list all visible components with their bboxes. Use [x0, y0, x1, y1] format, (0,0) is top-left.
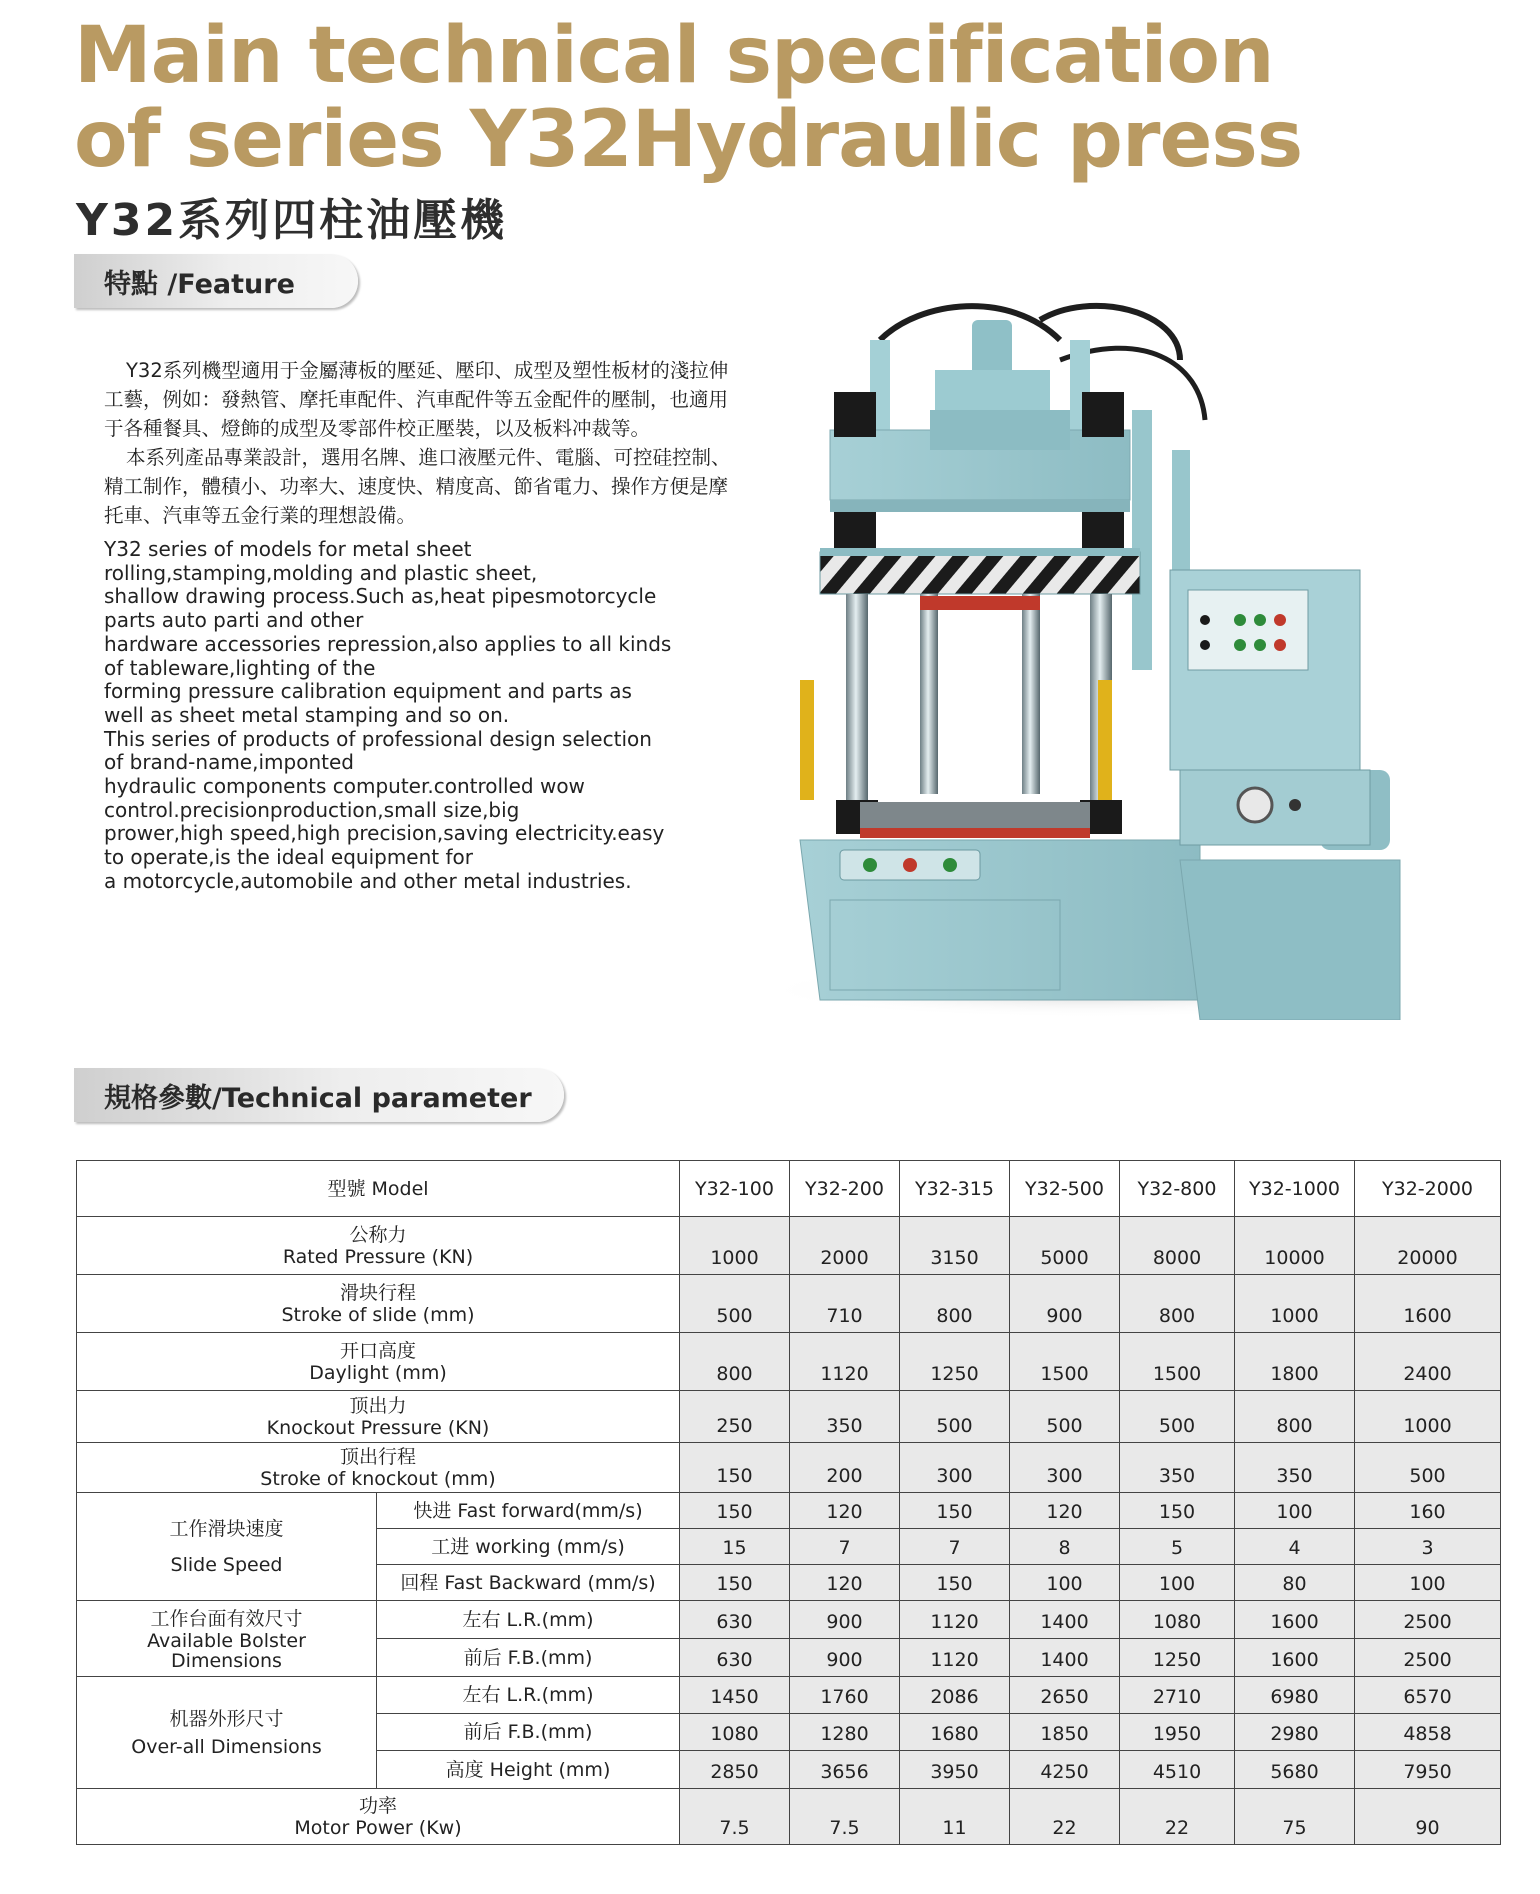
rated-pressure-row [77, 1217, 1501, 1275]
model-header: Y32-800 [1120, 1161, 1235, 1217]
table-cell: 630 [680, 1639, 790, 1677]
table-cell: 22 [1010, 1789, 1120, 1845]
row-label-cn: 顶出力 [349, 1394, 407, 1417]
slide-speed-label-en: Slide Speed [170, 1553, 283, 1576]
table-cell: 500 [900, 1391, 1010, 1443]
table-cell: 800 [1235, 1391, 1355, 1443]
table-cell: 1850 [1010, 1714, 1120, 1751]
table-cell: 250 [680, 1391, 790, 1443]
table-cell: 150 [680, 1493, 790, 1529]
table-cell: 100 [1120, 1565, 1235, 1601]
row-label-cn: 功率 [358, 1794, 397, 1817]
table-cell: 6570 [1355, 1677, 1501, 1714]
table-cell: 3 [1355, 1529, 1501, 1565]
chinese-subtitle: Y32系列四柱油壓機 [76, 195, 508, 246]
table-cell: 150 [900, 1493, 1010, 1529]
table-cell: 75 [1235, 1789, 1355, 1845]
table-cell: 2000 [790, 1217, 900, 1275]
sub-label: 高度 Height (mm) [377, 1751, 680, 1789]
table-cell: 300 [1010, 1443, 1120, 1493]
table-cell: 7 [790, 1529, 900, 1565]
overall-lr-row [77, 1677, 1501, 1714]
table-cell: 7950 [1355, 1751, 1501, 1789]
table-cell: 150 [680, 1565, 790, 1601]
table-cell: 2500 [1355, 1601, 1501, 1639]
overall-dimensions-label [77, 1677, 377, 1789]
table-cell: 500 [1120, 1391, 1235, 1443]
table-cell: 1000 [680, 1217, 790, 1275]
table-cell: 1400 [1010, 1639, 1120, 1677]
table-cell: 800 [1120, 1275, 1235, 1333]
table-cell: 10000 [1235, 1217, 1355, 1275]
row-label-en: Motor Power (Kw) [294, 1816, 462, 1839]
table-cell: 6980 [1235, 1677, 1355, 1714]
table-cell: 1120 [900, 1639, 1010, 1677]
row-label [77, 1391, 680, 1443]
table-cell: 300 [900, 1443, 1010, 1493]
table-cell: 15 [680, 1529, 790, 1565]
motor-power-row [77, 1789, 1501, 1845]
row-label-en: Daylight (mm) [309, 1361, 447, 1384]
table-cell: 1600 [1235, 1639, 1355, 1677]
stroke-of-slide-row [77, 1275, 1501, 1333]
table-cell: 4858 [1355, 1714, 1501, 1751]
table-cell: 800 [680, 1333, 790, 1391]
model-header: Y32-100 [680, 1161, 790, 1217]
model-row [77, 1161, 1501, 1217]
table-cell: 900 [1010, 1275, 1120, 1333]
sub-label: 快进 Fast forward(mm/s) [377, 1493, 680, 1529]
feature-chinese-text [104, 356, 744, 530]
table-cell: 3150 [900, 1217, 1010, 1275]
table-cell: 3656 [790, 1751, 900, 1789]
table-cell: 100 [1010, 1565, 1120, 1601]
table-cell: 2850 [680, 1751, 790, 1789]
table-cell: 710 [790, 1275, 900, 1333]
table-cell: 7.5 [680, 1789, 790, 1845]
model-header: Y32-1000 [1235, 1161, 1355, 1217]
row-label-en: Knockout Pressure (KN) [266, 1416, 490, 1439]
row-label-cn: 开口高度 [339, 1339, 416, 1362]
row-label-cn: 顶出行程 [339, 1445, 416, 1468]
main-title-line-2: of series Y32Hydraulic press [74, 95, 1303, 185]
row-label-cn: 滑块行程 [339, 1281, 416, 1304]
technical-parameter-heading: 規格參數/Technical parameter [104, 1082, 532, 1114]
table-cell: 1500 [1010, 1333, 1120, 1391]
table-cell: 22 [1120, 1789, 1235, 1845]
table-cell: 200 [790, 1443, 900, 1493]
table-cell: 350 [790, 1391, 900, 1443]
table-cell: 20000 [1355, 1217, 1501, 1275]
table-cell: 1120 [790, 1333, 900, 1391]
table-cell: 1450 [680, 1677, 790, 1714]
table-cell: 120 [790, 1493, 900, 1529]
table-cell: 160 [1355, 1493, 1501, 1529]
overall-label-en: Over-all Dimensions [131, 1735, 322, 1758]
table-cell: 8 [1010, 1529, 1120, 1565]
model-header: Y32-315 [900, 1161, 1010, 1217]
row-label-cn: 公称力 [349, 1223, 407, 1246]
feature-english-text: Y32 series of models for metal sheet rolling,stamping,molding and plastic sheet, shallow drawing process.Such as,heat pipesmotorcycle parts auto parti and other hardware accessories repression,also applies to all kinds of tableware,lighting of the forming pressure calibration equipment and parts as well as sheet metal stamping and so on. This series of products of professional design selection of brand-name,imponted hydraulic components computer.controlled wow control.precisionproduction,small size,big prower,high speed,high precision,saving electricity.easy to operate,is the ideal equipment for a motorcycle,automobile and other metal industries. [104, 537, 672, 893]
table-cell: 900 [790, 1639, 900, 1677]
table-cell: 80 [1235, 1565, 1355, 1601]
feature-cn-paragraph-2: 本系列產品專業設計，選用名牌、進口液壓元件、電腦、可控硅控制、精工制作，體積小、功率大、速度快、精度高、節省電力、操作方便是摩托車、汽車等五金行業的理想設備。 [104, 446, 731, 527]
table-cell: 500 [1010, 1391, 1120, 1443]
slide-speed-label [77, 1493, 377, 1601]
row-label-en: Stroke of knockout (mm) [260, 1467, 496, 1490]
table-cell: 7.5 [790, 1789, 900, 1845]
sub-label: 左右 L.R.(mm) [377, 1601, 680, 1639]
table-cell: 2400 [1355, 1333, 1501, 1391]
table-cell: 1400 [1010, 1601, 1120, 1639]
table-cell: 1950 [1120, 1714, 1235, 1751]
table-cell: 1500 [1120, 1333, 1235, 1391]
row-label [77, 1217, 680, 1275]
row-label-en: Stroke of slide (mm) [281, 1303, 475, 1326]
table-cell: 100 [1235, 1493, 1355, 1529]
bolster-label-en-1: Available Bolster [147, 1629, 306, 1652]
slide-speed-label-cn: 工作滑块速度 [169, 1517, 284, 1540]
hydraulic-press-image [760, 300, 1440, 1020]
fast-forward-row [77, 1493, 1501, 1529]
table-cell: 5 [1120, 1529, 1235, 1565]
table-cell: 500 [680, 1275, 790, 1333]
table-cell: 1760 [790, 1677, 900, 1714]
sub-label: 前后 F.B.(mm) [377, 1714, 680, 1751]
bolster-label-cn: 工作台面有效尺寸 [150, 1607, 303, 1630]
row-label [77, 1443, 680, 1493]
table-cell: 90 [1355, 1789, 1501, 1845]
bolster-label-en-2: Dimensions [171, 1649, 282, 1672]
table-cell: 350 [1120, 1443, 1235, 1493]
table-cell: 2086 [900, 1677, 1010, 1714]
table-cell: 4510 [1120, 1751, 1235, 1789]
table-cell: 1800 [1235, 1333, 1355, 1391]
feature-cn-paragraph-1: Y32系列機型適用于金屬薄板的壓延、壓印、成型及塑性板材的淺拉伸工藝，例如：發熱管、摩托車配件、汽車配件等五金配件的壓制，也適用于各種餐具、燈飾的成型及零部件校正壓裝，以及板料冲裁等。 [104, 359, 729, 440]
table-cell: 900 [790, 1601, 900, 1639]
table-cell: 1080 [680, 1714, 790, 1751]
model-header: Y32-500 [1010, 1161, 1120, 1217]
table-cell: 3950 [900, 1751, 1010, 1789]
row-label [77, 1275, 680, 1333]
technical-parameter-table [76, 1160, 1501, 1845]
model-header: Y32-200 [790, 1161, 900, 1217]
table-cell: 1080 [1120, 1601, 1235, 1639]
feature-section-tab [74, 254, 358, 308]
row-label-en: Rated Pressure (KN) [282, 1245, 474, 1268]
table-cell: 7 [900, 1529, 1010, 1565]
bolster-lr-row [77, 1601, 1501, 1639]
table-cell: 350 [1235, 1443, 1355, 1493]
row-label [77, 1789, 680, 1845]
row-label [77, 1333, 680, 1391]
sub-label: 回程 Fast Backward (mm/s) [377, 1565, 680, 1601]
sub-label: 左右 L.R.(mm) [377, 1677, 680, 1714]
bolster-label [77, 1601, 377, 1677]
sub-label: 前后 F.B.(mm) [377, 1639, 680, 1677]
table-cell: 11 [900, 1789, 1010, 1845]
knockout-pressure-row [77, 1391, 1501, 1443]
table-cell: 1600 [1355, 1275, 1501, 1333]
table-cell: 1250 [1120, 1639, 1235, 1677]
table-cell: 120 [790, 1565, 900, 1601]
table-cell: 1000 [1355, 1391, 1501, 1443]
table-cell: 1120 [900, 1601, 1010, 1639]
table-cell: 1280 [790, 1714, 900, 1751]
table-cell: 1600 [1235, 1601, 1355, 1639]
feature-heading: 特點 /Feature [104, 268, 295, 300]
table-cell: 120 [1010, 1493, 1120, 1529]
stroke-of-knockout-row [77, 1443, 1501, 1493]
table-cell: 8000 [1120, 1217, 1235, 1275]
table-cell: 500 [1355, 1443, 1501, 1493]
table-cell: 1680 [900, 1714, 1010, 1751]
table-cell: 5680 [1235, 1751, 1355, 1789]
overall-label-cn: 机器外形尺寸 [169, 1707, 284, 1730]
daylight-row [77, 1333, 1501, 1391]
model-label: 型號 Model [77, 1161, 680, 1217]
sub-label: 工进 working (mm/s) [377, 1529, 680, 1565]
model-header: Y32-2000 [1355, 1161, 1501, 1217]
technical-parameter-section-tab [74, 1068, 564, 1122]
table-cell: 2500 [1355, 1639, 1501, 1677]
table-cell: 2710 [1120, 1677, 1235, 1714]
table-cell: 630 [680, 1601, 790, 1639]
table-cell: 2980 [1235, 1714, 1355, 1751]
table-cell: 4 [1235, 1529, 1355, 1565]
main-title-line-1: Main technical specification [74, 11, 1274, 101]
table-cell: 150 [680, 1443, 790, 1493]
table-cell: 1250 [900, 1333, 1010, 1391]
table-cell: 2650 [1010, 1677, 1120, 1714]
table-cell: 800 [900, 1275, 1010, 1333]
table-cell: 150 [1120, 1493, 1235, 1529]
table-cell: 4250 [1010, 1751, 1120, 1789]
table-cell: 150 [900, 1565, 1010, 1601]
table-cell: 5000 [1010, 1217, 1120, 1275]
table-cell: 100 [1355, 1565, 1501, 1601]
table-cell: 1000 [1235, 1275, 1355, 1333]
